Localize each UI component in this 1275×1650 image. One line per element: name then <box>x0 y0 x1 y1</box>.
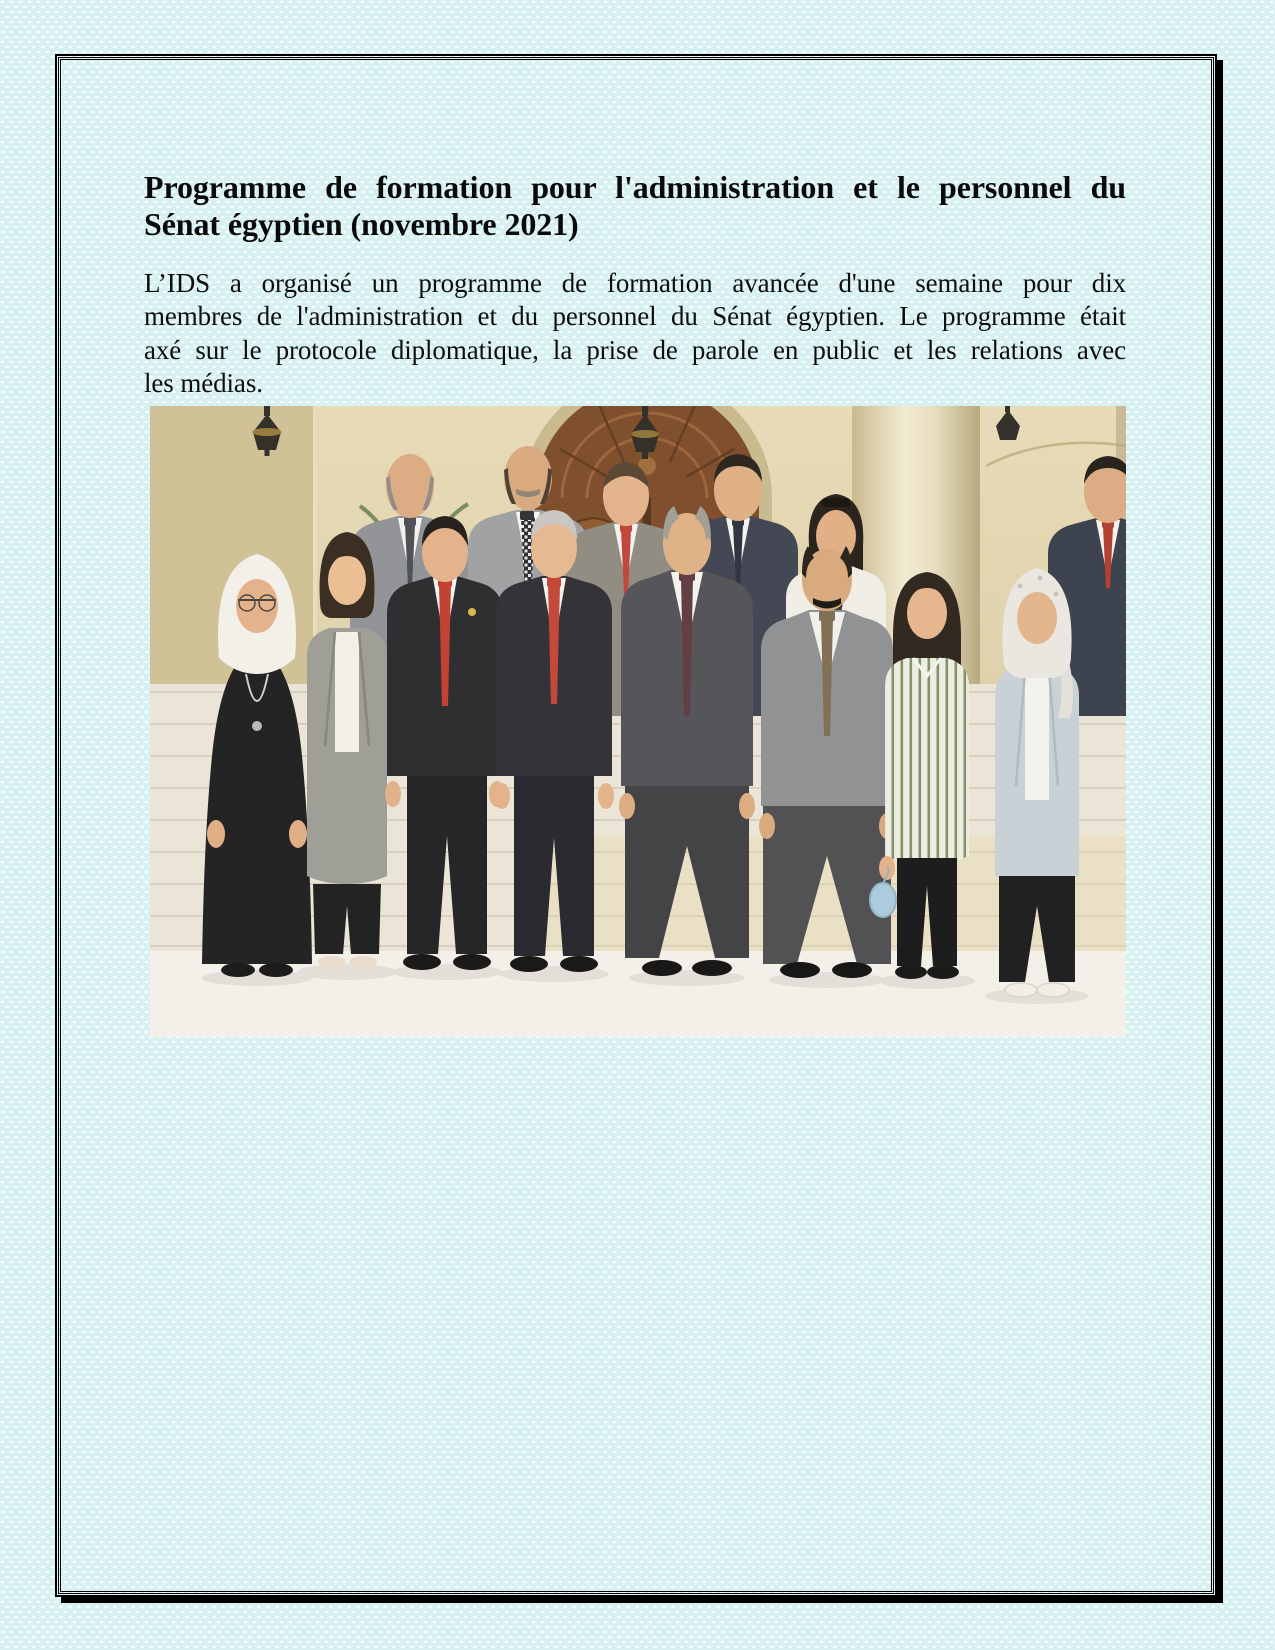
group-photo-illustration <box>150 406 1126 1037</box>
paragraph-line-2: membres de l'administration et du personnel du Sénat égyptien. Le programme était <box>144 301 1126 332</box>
title-line-1: Programme de formation pour l'administration et le personnel du <box>144 169 1126 206</box>
paragraph-line-1: L’IDS a organisé un programme de formation avancée d'une semaine pour dix <box>144 268 1126 298</box>
group-photo <box>150 406 1126 1037</box>
paragraph-line-3: axé sur le protocole diplomatique, la prise de parole en public et les relations avec <box>144 334 1126 365</box>
title-line-2: Sénat égyptien (novembre 2021) <box>144 206 579 243</box>
article-paragraph <box>144 267 1126 400</box>
photo-tint-overlay <box>150 406 1126 1037</box>
article-title <box>144 169 1126 242</box>
paragraph-line-4: les médias. <box>144 367 263 398</box>
